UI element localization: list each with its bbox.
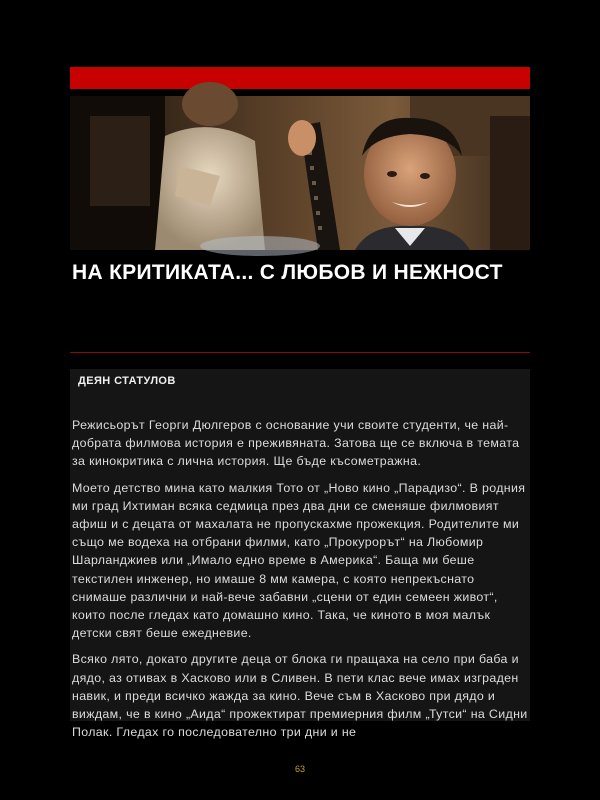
article-title: НА КРИТИКАТА... С ЛЮБОВ И НЕЖНОСТ	[72, 261, 503, 284]
article-body-panel	[70, 369, 530, 740]
title-divider	[70, 352, 530, 353]
header-accent-bar	[70, 67, 530, 89]
author-name: ДЕЯН СТАТУЛОВ	[78, 375, 176, 387]
paragraph: Моето детство мина като малкия Тото от „Ново кино „Парадизо“. В родния ми град Ихтиман всяка седмица през два дни се сменяше филмовият афиш и с децата от махалата не пропускахме прожекция. Родителите ми също ме водеха на отбрани филми, като „Прокурорът“ на Любомир Шарланджиев или „Имало едно време в Америка“. Баща ми беше текстилен инженер, но имаше 8 мм камера, с която непрекъснато снимаше различни и най-вече забавни „сцени от един семеен живот“, които после гледах като домашно кино. Така, че киното в моя малък детски свят беше ежедневие.	[72, 480, 526, 641]
article-text	[72, 416, 528, 749]
page-number: 63	[294, 764, 305, 774]
film-still-image	[70, 96, 530, 250]
paragraph: Режисьорът Георги Дюлгеров с основание учи своите студенти, че най-добрата филмова история е преживяната. Затова ще се включа в темата за кинокритика с лична история. Ще бъде късометражна.	[72, 418, 520, 469]
paragraph: Всяко лято, докато другите деца от блока ги пращаха на село при баба и дядо, аз отивах в Хасково или в Сливен. В пети клас вече имах изграден навик, и преди всичко жажда за кино. Вече съм в Хасково при дядо и виждам, че в кино „Аида“ прожектират премиерния филм „Тутси“ на Сидни Полак. Гледах го последователно три дни и не	[72, 652, 528, 740]
